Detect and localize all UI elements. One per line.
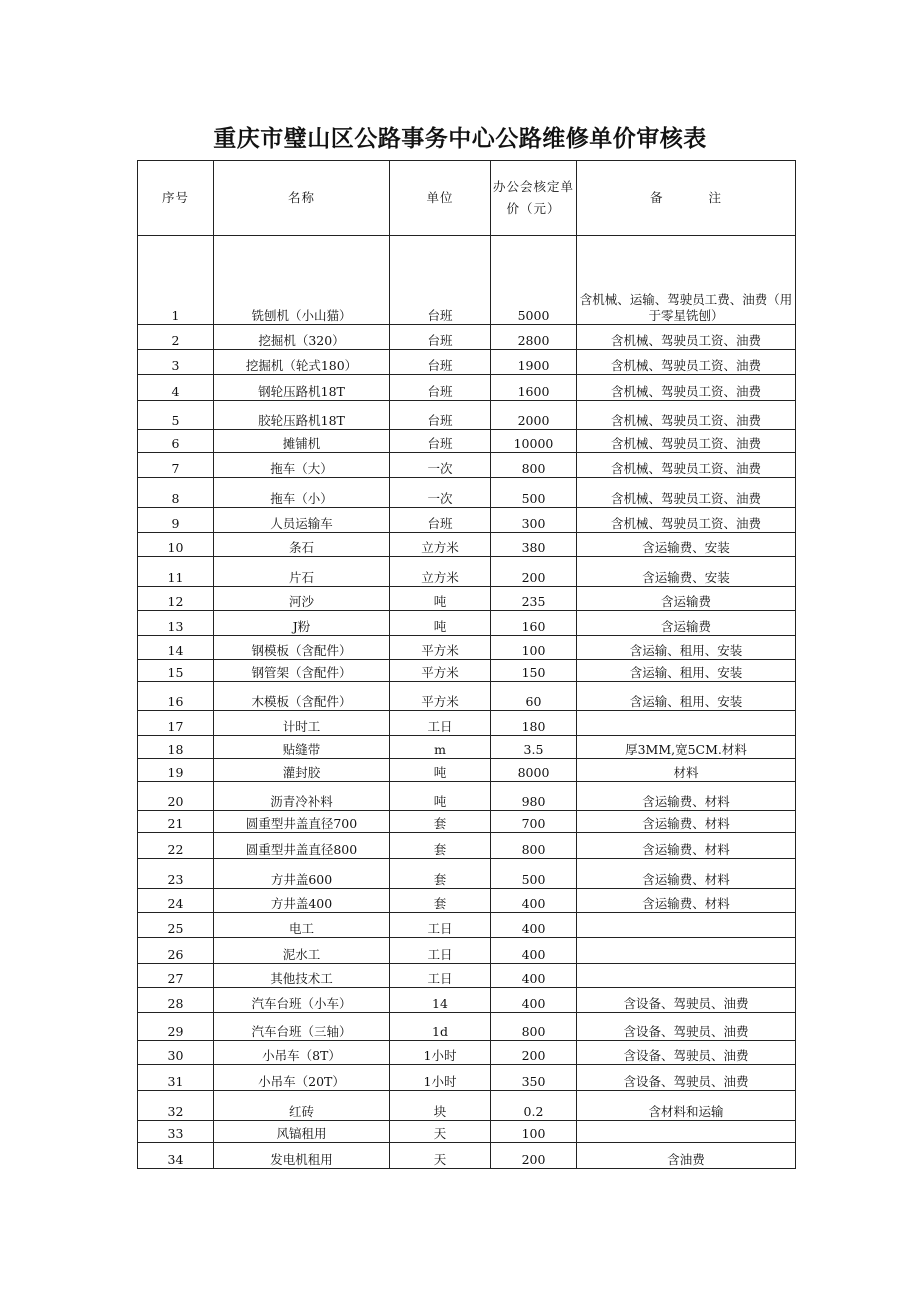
- cell-price: 400: [491, 988, 577, 1013]
- cell-price: 160: [491, 611, 577, 636]
- cell-remark: 含运输费: [577, 611, 796, 636]
- cell-unit: 吨: [390, 782, 491, 811]
- cell-price: 980: [491, 782, 577, 811]
- cell-unit: 工日: [390, 711, 491, 736]
- cell-unit: 天: [390, 1121, 491, 1143]
- table-row: [138, 1041, 796, 1065]
- cell-unit: 块: [390, 1091, 491, 1121]
- cell-name: 沥青冷补料: [214, 782, 390, 811]
- cell-seq: 24: [138, 889, 214, 913]
- cell-price: 1600: [491, 375, 577, 401]
- cell-remark: 含油费: [577, 1143, 796, 1169]
- cell-price: 5000: [491, 236, 577, 325]
- cell-unit: 工日: [390, 938, 491, 964]
- cell-name: 小吊车（20T）: [214, 1065, 390, 1091]
- table-row: [138, 811, 796, 833]
- table-row: [138, 430, 796, 453]
- cell-name: 铣刨机（小山猫）: [214, 236, 390, 325]
- table-row: [138, 1065, 796, 1091]
- cell-remark: 含运输、租用、安装: [577, 660, 796, 682]
- cell-remark: 含运输费、安装: [577, 557, 796, 587]
- cell-unit: 套: [390, 833, 491, 859]
- cell-price: 350: [491, 1065, 577, 1091]
- cell-seq: 13: [138, 611, 214, 636]
- table-row: [138, 938, 796, 964]
- cell-name: 挖掘机（轮式180）: [214, 350, 390, 375]
- table-row: [138, 913, 796, 938]
- cell-remark: 含材料和运输: [577, 1091, 796, 1121]
- cell-price: 380: [491, 533, 577, 557]
- table-row: [138, 759, 796, 782]
- cell-remark: 含设备、驾驶员、油费: [577, 988, 796, 1013]
- cell-name: 红砖: [214, 1091, 390, 1121]
- cell-price: 60: [491, 682, 577, 711]
- table-row: [138, 350, 796, 375]
- cell-seq: 27: [138, 964, 214, 988]
- cell-price: 800: [491, 453, 577, 478]
- cell-seq: 21: [138, 811, 214, 833]
- table-row: [138, 611, 796, 636]
- cell-seq: 2: [138, 325, 214, 350]
- cell-price: 2800: [491, 325, 577, 350]
- cell-seq: 3: [138, 350, 214, 375]
- cell-name: 风镐租用: [214, 1121, 390, 1143]
- cell-seq: 1: [138, 236, 214, 325]
- cell-remark: 含机械、驾驶员工资、油费: [577, 430, 796, 453]
- table-header-row: [138, 161, 796, 236]
- cell-unit: 1小时: [390, 1041, 491, 1065]
- table-row: [138, 401, 796, 430]
- cell-price: 100: [491, 636, 577, 660]
- cell-seq: 34: [138, 1143, 214, 1169]
- header-price: 办公会核定单价（元）: [491, 161, 577, 236]
- cell-remark: 厚3MM,宽5CM.材料: [577, 736, 796, 759]
- cell-unit: 台班: [390, 350, 491, 375]
- table-row: [138, 636, 796, 660]
- cell-unit: 套: [390, 889, 491, 913]
- cell-unit: 吨: [390, 611, 491, 636]
- cell-name: 圆重型井盖直径700: [214, 811, 390, 833]
- cell-remark: 含机械、驾驶员工资、油费: [577, 325, 796, 350]
- cell-unit: 台班: [390, 375, 491, 401]
- cell-price: 700: [491, 811, 577, 833]
- table-row: [138, 375, 796, 401]
- cell-price: 400: [491, 938, 577, 964]
- cell-remark: 材料: [577, 759, 796, 782]
- cell-remark: [577, 711, 796, 736]
- cell-price: 200: [491, 1041, 577, 1065]
- table-row: [138, 1143, 796, 1169]
- cell-unit: 1小时: [390, 1065, 491, 1091]
- cell-name: 摊铺机: [214, 430, 390, 453]
- table-row: [138, 1091, 796, 1121]
- cell-name: 拖车（大）: [214, 453, 390, 478]
- cell-unit: 平方米: [390, 682, 491, 711]
- cell-unit: 一次: [390, 478, 491, 508]
- cell-remark: [577, 1121, 796, 1143]
- cell-price: 200: [491, 1143, 577, 1169]
- table-row: [138, 682, 796, 711]
- header-name: 名称: [214, 161, 390, 236]
- table-row: [138, 736, 796, 759]
- header-seq: 序号: [138, 161, 214, 236]
- cell-unit: 工日: [390, 964, 491, 988]
- header-unit: 单位: [390, 161, 491, 236]
- cell-seq: 8: [138, 478, 214, 508]
- cell-remark: 含机械、驾驶员工资、油费: [577, 350, 796, 375]
- cell-seq: 11: [138, 557, 214, 587]
- cell-name: 电工: [214, 913, 390, 938]
- cell-seq: 12: [138, 587, 214, 611]
- table-row: [138, 508, 796, 533]
- cell-name: 片石: [214, 557, 390, 587]
- cell-name: 其他技术工: [214, 964, 390, 988]
- cell-name: 贴缝带: [214, 736, 390, 759]
- cell-unit: 套: [390, 859, 491, 889]
- cell-unit: 1d: [390, 1013, 491, 1041]
- cell-seq: 33: [138, 1121, 214, 1143]
- cell-seq: 22: [138, 833, 214, 859]
- cell-price: 0.2: [491, 1091, 577, 1121]
- cell-remark: 含设备、驾驶员、油费: [577, 1013, 796, 1041]
- cell-remark: 含运输费、材料: [577, 811, 796, 833]
- cell-seq: 17: [138, 711, 214, 736]
- page-title: 重庆市璧山区公路事务中心公路维修单价审核表: [213, 126, 707, 152]
- cell-price: 150: [491, 660, 577, 682]
- cell-remark: [577, 913, 796, 938]
- cell-name: 钢模板（含配件）: [214, 636, 390, 660]
- cell-remark: 含机械、驾驶员工资、油费: [577, 478, 796, 508]
- cell-remark: 含运输费、材料: [577, 859, 796, 889]
- cell-remark: [577, 964, 796, 988]
- cell-name: 河沙: [214, 587, 390, 611]
- cell-name: 计时工: [214, 711, 390, 736]
- cell-name: 拖车（小）: [214, 478, 390, 508]
- table-row: [138, 533, 796, 557]
- cell-unit: m: [390, 736, 491, 759]
- cell-unit: 套: [390, 811, 491, 833]
- cell-seq: 14: [138, 636, 214, 660]
- cell-seq: 31: [138, 1065, 214, 1091]
- table-row: [138, 833, 796, 859]
- cell-unit: 立方米: [390, 533, 491, 557]
- cell-unit: 吨: [390, 759, 491, 782]
- table-row: [138, 660, 796, 682]
- cell-seq: 19: [138, 759, 214, 782]
- cell-unit: 台班: [390, 236, 491, 325]
- cell-remark: 含设备、驾驶员、油费: [577, 1041, 796, 1065]
- cell-name: 人员运输车: [214, 508, 390, 533]
- cell-remark: [577, 938, 796, 964]
- cell-remark: 含机械、运输、驾驶员工费、油费（用于零星铣刨）: [577, 236, 796, 325]
- cell-name: 木模板（含配件）: [214, 682, 390, 711]
- table-row: [138, 988, 796, 1013]
- cell-remark: 含机械、驾驶员工资、油费: [577, 453, 796, 478]
- cell-price: 800: [491, 1013, 577, 1041]
- cell-seq: 18: [138, 736, 214, 759]
- cell-seq: 23: [138, 859, 214, 889]
- cell-unit: 工日: [390, 913, 491, 938]
- table-row: [138, 478, 796, 508]
- cell-name: 方井盖600: [214, 859, 390, 889]
- cell-price: 200: [491, 557, 577, 587]
- cell-unit: 14: [390, 988, 491, 1013]
- table-row: [138, 587, 796, 611]
- cell-price: 100: [491, 1121, 577, 1143]
- cell-price: 500: [491, 478, 577, 508]
- cell-seq: 25: [138, 913, 214, 938]
- cell-unit: 天: [390, 1143, 491, 1169]
- cell-seq: 10: [138, 533, 214, 557]
- table-row: [138, 1121, 796, 1143]
- cell-remark: 含运输费、材料: [577, 889, 796, 913]
- cell-remark: 含机械、驾驶员工资、油费: [577, 401, 796, 430]
- cell-price: 2000: [491, 401, 577, 430]
- cell-name: 灌封胶: [214, 759, 390, 782]
- cell-price: 300: [491, 508, 577, 533]
- cell-remark: 含运输费、材料: [577, 833, 796, 859]
- cell-unit: 平方米: [390, 660, 491, 682]
- cell-unit: 平方米: [390, 636, 491, 660]
- table-row: [138, 964, 796, 988]
- table-body: [138, 236, 796, 1169]
- cell-price: 400: [491, 889, 577, 913]
- cell-name: 挖掘机（320）: [214, 325, 390, 350]
- cell-seq: 9: [138, 508, 214, 533]
- table-row: [138, 1013, 796, 1041]
- cell-name: 汽车台班（小车）: [214, 988, 390, 1013]
- cell-name: 圆重型井盖直径800: [214, 833, 390, 859]
- cell-remark: 含运输、租用、安装: [577, 636, 796, 660]
- cell-remark: 含运输费: [577, 587, 796, 611]
- cell-seq: 26: [138, 938, 214, 964]
- cell-unit: 吨: [390, 587, 491, 611]
- cell-seq: 15: [138, 660, 214, 682]
- cell-price: 3.5: [491, 736, 577, 759]
- cell-remark: 含运输、租用、安装: [577, 682, 796, 711]
- cell-seq: 32: [138, 1091, 214, 1121]
- table-row: [138, 557, 796, 587]
- cell-price: 8000: [491, 759, 577, 782]
- cell-name: 条石: [214, 533, 390, 557]
- cell-price: 400: [491, 913, 577, 938]
- cell-price: 1900: [491, 350, 577, 375]
- cell-unit: 一次: [390, 453, 491, 478]
- cell-seq: 20: [138, 782, 214, 811]
- cell-unit: 台班: [390, 430, 491, 453]
- cell-seq: 7: [138, 453, 214, 478]
- cell-seq: 30: [138, 1041, 214, 1065]
- cell-name: 胶轮压路机18T: [214, 401, 390, 430]
- cell-name: J粉: [214, 611, 390, 636]
- cell-remark: 含机械、驾驶员工资、油费: [577, 375, 796, 401]
- cell-seq: 29: [138, 1013, 214, 1041]
- cell-seq: 4: [138, 375, 214, 401]
- cell-name: 小吊车（8T）: [214, 1041, 390, 1065]
- cell-seq: 6: [138, 430, 214, 453]
- cell-remark: 含运输费、材料: [577, 782, 796, 811]
- cell-unit: 立方米: [390, 557, 491, 587]
- cell-seq: 5: [138, 401, 214, 430]
- cell-name: 发电机租用: [214, 1143, 390, 1169]
- table-row: [138, 782, 796, 811]
- table-row: [138, 325, 796, 350]
- table-row: [138, 236, 796, 325]
- cell-seq: 28: [138, 988, 214, 1013]
- cell-unit: 台班: [390, 401, 491, 430]
- cell-price: 235: [491, 587, 577, 611]
- cell-name: 泥水工: [214, 938, 390, 964]
- table-row: [138, 859, 796, 889]
- cell-price: 400: [491, 964, 577, 988]
- price-review-table: [137, 160, 796, 1169]
- cell-price: 10000: [491, 430, 577, 453]
- table-row: [138, 889, 796, 913]
- header-remark: 备 注: [577, 161, 796, 236]
- cell-unit: 台班: [390, 508, 491, 533]
- cell-remark: 含设备、驾驶员、油费: [577, 1065, 796, 1091]
- cell-unit: 台班: [390, 325, 491, 350]
- cell-name: 钢轮压路机18T: [214, 375, 390, 401]
- table-row: [138, 453, 796, 478]
- table-row: [138, 711, 796, 736]
- cell-price: 180: [491, 711, 577, 736]
- cell-price: 800: [491, 833, 577, 859]
- cell-seq: 16: [138, 682, 214, 711]
- cell-price: 500: [491, 859, 577, 889]
- cell-name: 汽车台班（三轴）: [214, 1013, 390, 1041]
- cell-remark: 含运输费、安装: [577, 533, 796, 557]
- cell-name: 钢管架（含配件）: [214, 660, 390, 682]
- cell-name: 方井盖400: [214, 889, 390, 913]
- cell-remark: 含机械、驾驶员工资、油费: [577, 508, 796, 533]
